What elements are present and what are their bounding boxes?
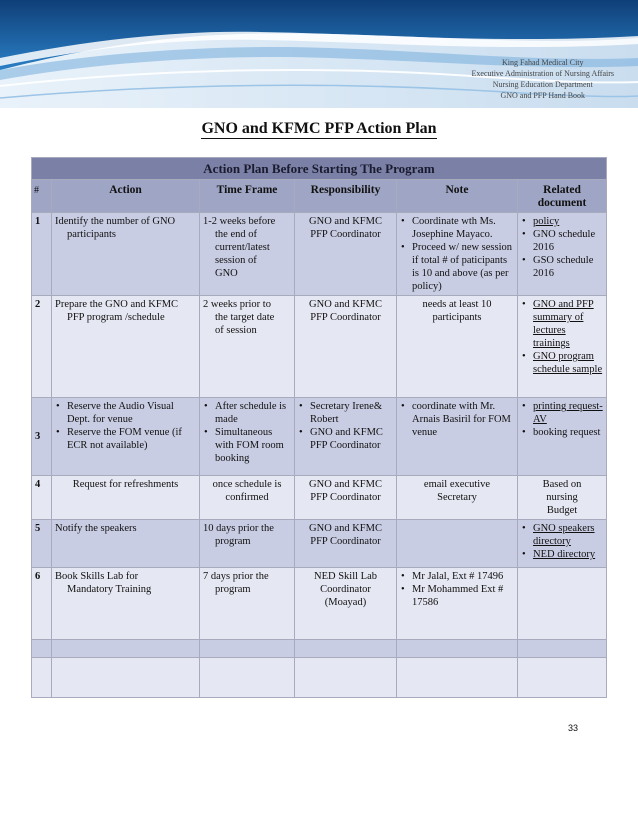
related-document-cell [518, 213, 607, 296]
empty-cell [32, 640, 52, 658]
row-number: 2 [32, 296, 52, 398]
header-line-book: GNO and PFP Hand Book [500, 91, 586, 100]
time-frame-cell [200, 398, 295, 476]
action-line: Identify the number of GNO [55, 216, 176, 227]
time-line: GNO [215, 268, 238, 279]
responsibility-cell [295, 568, 397, 640]
note-cell [397, 476, 518, 520]
table-row [32, 568, 607, 640]
header-line-org: King Fahad Medical City [501, 58, 584, 67]
time-item: • After schedule is made [212, 400, 291, 426]
page-title: GNO and KFMC PFP Action Plan [201, 120, 437, 137]
action-cell [52, 476, 200, 520]
time-line: 10 days prior the [203, 523, 274, 534]
empty-cell [518, 658, 607, 698]
time-frame-cell [200, 520, 295, 568]
time-line: once schedule is [212, 479, 282, 490]
time-frame-cell [200, 476, 295, 520]
responsibility-cell [295, 476, 397, 520]
related-document-cell [518, 296, 607, 398]
time-line: the end of [215, 229, 257, 240]
doc-line: nursing [546, 492, 578, 503]
time-line: of session [215, 325, 257, 336]
related-document-cell [518, 398, 607, 476]
empty-cell [518, 640, 607, 658]
resp-item: • GNO and KFMC PFP Coordinator [307, 426, 393, 452]
action-line: Book Skills Lab for [55, 571, 139, 582]
doc-item: • booking request [530, 426, 603, 439]
time-line: program [215, 536, 251, 547]
resp-line: GNO and KFMC [309, 216, 382, 227]
table-row-empty [32, 658, 607, 698]
col-header-time-frame: Time Frame [200, 180, 295, 213]
note-line: email executive [423, 479, 491, 490]
action-cell [52, 520, 200, 568]
note-item: • coordinate with Mr. Arnais Basiril for FOM venue [409, 400, 514, 439]
resp-line: PFP Coordinator [310, 492, 381, 503]
time-frame-cell [200, 568, 295, 640]
row-number: 4 [32, 476, 52, 520]
time-frame-cell [200, 296, 295, 398]
table-row [32, 520, 607, 568]
doc-link-policy[interactable]: • policy [530, 215, 603, 228]
note-item: • Coordinate wth Ms. Josephine Mayaco. [409, 215, 514, 241]
action-item: • Reserve the Audio Visual Dept. for venue [64, 400, 196, 426]
empty-cell [295, 658, 397, 698]
empty-cell [52, 658, 200, 698]
time-line: 2 weeks prior to [203, 299, 271, 310]
table-row [32, 213, 607, 296]
doc-link-summary[interactable]: • GNO and PFP summary of lectures trainings [530, 298, 603, 350]
action-cell [52, 296, 200, 398]
time-line: the target date [215, 312, 275, 323]
empty-cell [52, 640, 200, 658]
row-number: 6 [32, 568, 52, 640]
doc-item: • GNO schedule 2016 [530, 228, 603, 254]
col-header-num: # [32, 180, 52, 213]
doc-link-schedule-sample[interactable]: • GNO program schedule sample [530, 350, 603, 376]
action-cell [52, 213, 200, 296]
note-line: Secretary [437, 492, 477, 503]
table-row-empty [32, 640, 607, 658]
table-row [32, 398, 607, 476]
responsibility-cell [295, 213, 397, 296]
time-line: program [215, 584, 251, 595]
action-line: Prepare the GNO and KFMC [55, 299, 179, 310]
col-header-related-document: Related document [518, 180, 607, 213]
table-row [32, 296, 607, 398]
time-line: 1-2 weeks before [203, 216, 276, 227]
action-line: Notify the speakers [55, 523, 137, 534]
row-number: 5 [32, 520, 52, 568]
resp-line: NED Skill Lab [314, 571, 377, 582]
note-line: needs at least 10 [422, 299, 492, 310]
related-document-cell [518, 568, 607, 640]
note-cell [397, 296, 518, 398]
action-cell [52, 398, 200, 476]
responsibility-cell [295, 398, 397, 476]
header-text-block [472, 57, 615, 101]
doc-line: Based on [542, 479, 582, 490]
time-frame-cell [200, 213, 295, 296]
note-cell [397, 568, 518, 640]
related-document-cell [518, 476, 607, 520]
action-item: • Reserve the FOM venue (if ECR not available) [64, 426, 196, 452]
empty-cell [295, 640, 397, 658]
time-line: session of [215, 255, 257, 266]
empty-cell [200, 640, 295, 658]
resp-line: Coordinator [320, 584, 371, 595]
note-cell [397, 213, 518, 296]
doc-link-ned-directory[interactable]: • NED directory [530, 548, 603, 561]
row-number: 3 [32, 398, 52, 476]
doc-line: Budget [546, 505, 578, 516]
header-line-dept: Nursing Education Department [492, 80, 593, 89]
resp-line: GNO and KFMC [309, 479, 382, 490]
page-number: 33 [567, 723, 578, 733]
note-item: • Mr Mohammed Ext # 17586 [409, 583, 514, 609]
table-band-title: Action Plan Before Starting The Program [32, 158, 607, 180]
header-banner [0, 0, 638, 108]
time-line: 7 days prior the [203, 571, 269, 582]
empty-cell [397, 658, 518, 698]
note-line: participants [432, 312, 482, 323]
note-cell [397, 398, 518, 476]
empty-cell [200, 658, 295, 698]
resp-line: PFP Coordinator [310, 312, 381, 323]
table-row [32, 476, 607, 520]
responsibility-cell [295, 520, 397, 568]
col-header-responsibility: Responsibility [295, 180, 397, 213]
doc-link-printing-request[interactable]: • printing request-AV [530, 400, 603, 426]
doc-link-speakers-directory[interactable]: • GNO speakers directory [530, 522, 603, 548]
resp-line: (Moayad) [324, 597, 367, 608]
action-line: PFP program /schedule [67, 312, 165, 323]
resp-line: GNO and KFMC [309, 299, 382, 310]
time-item: • Simultaneous with FOM room booking [212, 426, 291, 465]
resp-line: PFP Coordinator [310, 536, 381, 547]
action-line: participants [67, 229, 116, 240]
resp-line: GNO and KFMC [309, 523, 382, 534]
note-cell [397, 520, 518, 568]
empty-cell [32, 658, 52, 698]
doc-item: • GSO schedule 2016 [530, 254, 603, 280]
resp-item: • Secretary Irene& Robert [307, 400, 393, 426]
note-item: • Mr Jalal, Ext # 17496 [409, 570, 514, 583]
action-line: Mandatory Training [67, 584, 152, 595]
time-line: confirmed [225, 492, 269, 503]
action-cell [52, 568, 200, 640]
responsibility-cell [295, 296, 397, 398]
col-header-note: Note [397, 180, 518, 213]
row-number: 1 [32, 213, 52, 296]
time-line: current/latest [215, 242, 270, 253]
empty-cell [397, 640, 518, 658]
resp-line: PFP Coordinator [310, 229, 381, 240]
header-line-admin: Executive Administration of Nursing Affairs [471, 69, 614, 78]
related-document-cell [518, 520, 607, 568]
action-plan-table [31, 157, 607, 698]
action-line: Request for refreshments [72, 479, 179, 490]
note-item: • Proceed w/ new session if total # of paticipants is 10 and above (as per policy) [409, 241, 514, 293]
col-header-action: Action [52, 180, 200, 213]
